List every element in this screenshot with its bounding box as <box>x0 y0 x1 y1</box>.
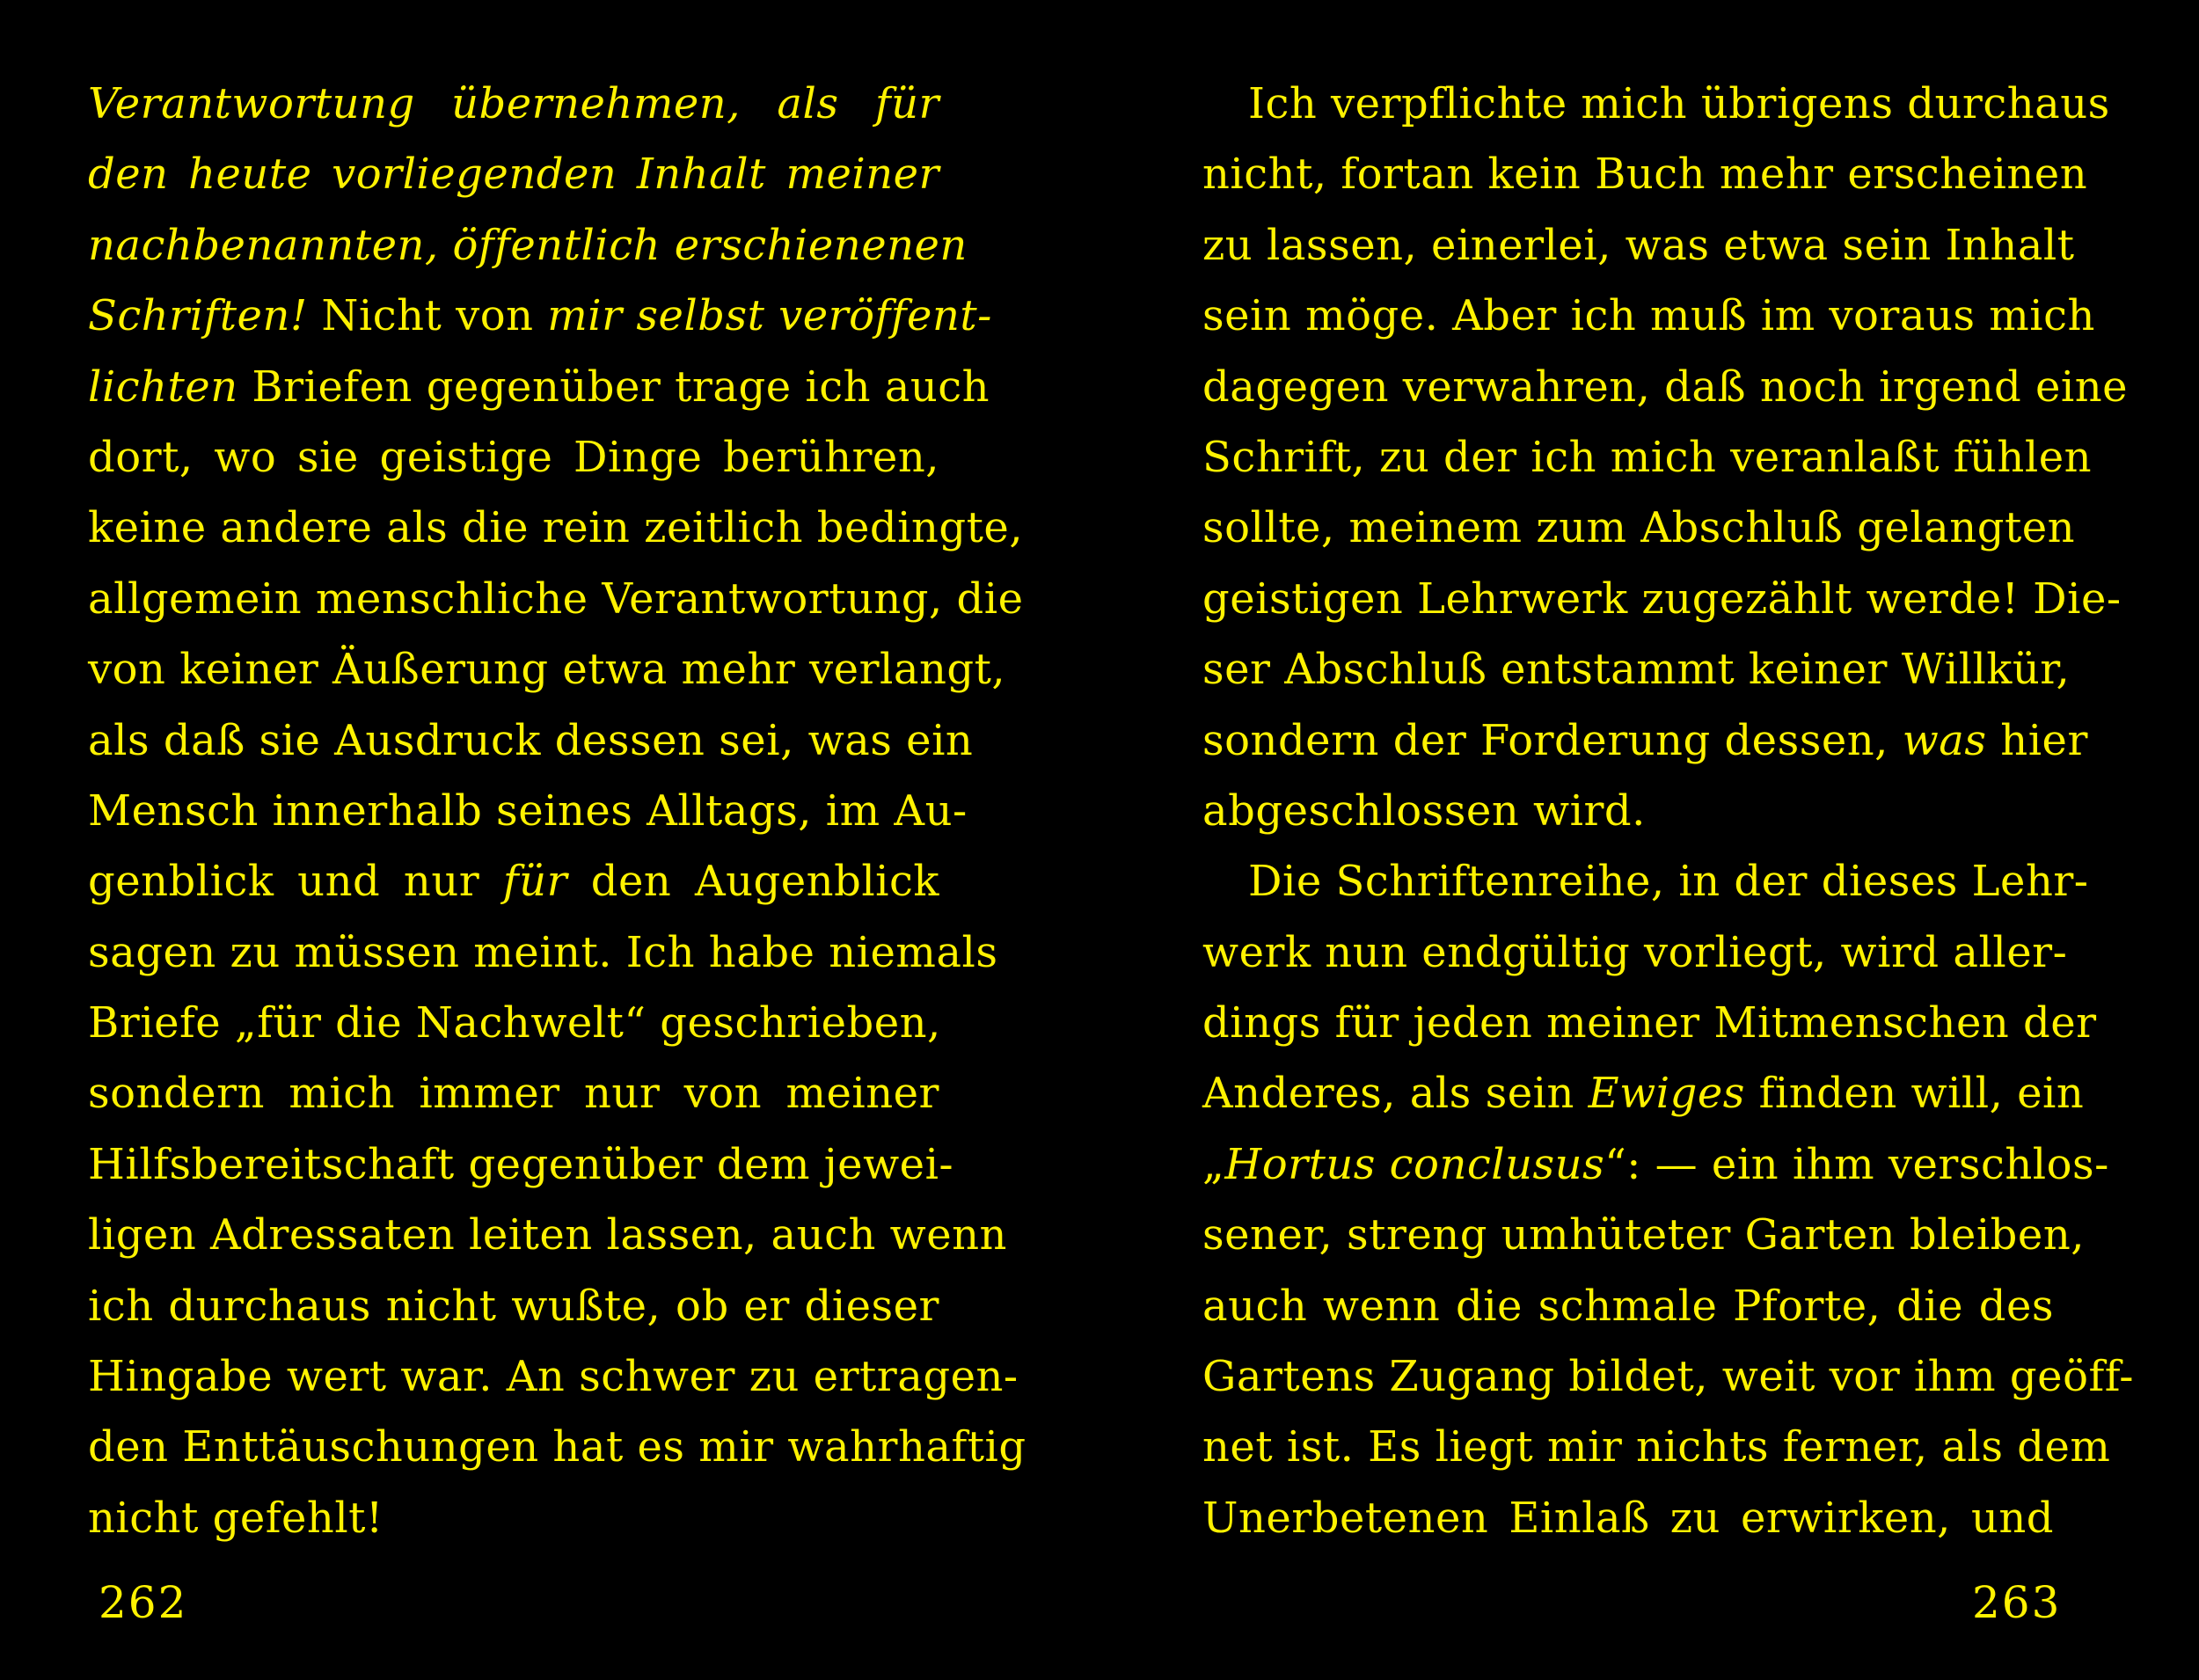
text-line <box>88 493 1024 563</box>
text-line <box>88 69 939 139</box>
text-line <box>88 1412 1026 1482</box>
text-line <box>88 1271 939 1341</box>
italic-text: den heute vorliegenden Inhalt meiner <box>88 150 939 200</box>
text-line <box>88 139 939 209</box>
body-text: Briefen gegenüber trage ich auch <box>237 362 990 412</box>
text-line <box>1202 1412 2111 1482</box>
body-text: sondern mich immer nur von meiner <box>88 1069 939 1119</box>
body-text: net ist. Es liegt mir nichts ferner, als dem <box>1202 1422 2111 1472</box>
text-line <box>1202 634 2071 705</box>
italic-text: mir selbst veröffent- <box>547 291 992 341</box>
body-text: ser Abschluß entstammt keiner Willkür, <box>1202 645 2071 695</box>
body-text: sondern der Forderung dessen, <box>1202 715 1903 765</box>
text-line <box>1202 1271 2054 1341</box>
body-text: Briefe „für die Nachwelt“ geschrieben, <box>88 998 941 1048</box>
body-text: werk nun endgültig vorliegt, wird aller- <box>1202 927 2068 977</box>
body-text: zu lassen, einerlei, was etwa sein Inhalt <box>1202 220 2075 270</box>
text-line <box>1202 139 2088 209</box>
body-text: Die Schriftenreihe, in der dieses Lehr- <box>1248 857 2089 907</box>
text-line <box>1202 564 2122 634</box>
body-text: Mensch innerhalb seines Alltags, im Au- <box>88 785 968 836</box>
text-line <box>88 1200 1007 1270</box>
text-line <box>1202 1200 2085 1270</box>
text-line <box>1202 210 2075 281</box>
body-text: geistigen Lehrwerk zugezählt werde! Die- <box>1202 573 2122 624</box>
left-page-text <box>88 69 1026 1553</box>
italic-text: nachbenannten, öffentlich erschienenen <box>88 220 968 270</box>
text-line <box>88 352 990 422</box>
body-text: sollte, meinem zum Abschluß gelangten <box>1202 503 2076 553</box>
text-line <box>88 776 968 846</box>
body-text: Hingabe wert war. An schwer zu ertragen- <box>88 1352 1019 1402</box>
body-text: dings für jeden meiner Mitmenschen der <box>1202 998 2097 1048</box>
body-text: Nicht von <box>307 291 548 341</box>
page-number-right: 263 <box>1972 1577 2062 1628</box>
body-text: Unerbetenen Einlaß zu erwirken, und <box>1202 1493 2054 1543</box>
text-line <box>88 917 998 988</box>
text-line <box>1202 1058 2085 1129</box>
italic-text: Schriften! <box>88 291 308 341</box>
text-line <box>88 1129 954 1200</box>
body-text: Anderes, als sein <box>1202 1069 1589 1119</box>
text-line <box>88 846 939 917</box>
body-text: sagen zu müssen meint. Ich habe niemals <box>88 927 998 977</box>
text-line <box>88 705 974 776</box>
text-line <box>1202 988 2097 1058</box>
text-line <box>1202 846 2089 917</box>
text-line <box>1202 281 2095 351</box>
body-text: Hilfsbereitschaft gegenüber dem jewei- <box>88 1139 954 1189</box>
body-text: allgemein menschliche Verantwortung, die <box>88 573 1024 624</box>
text-line <box>88 564 1024 634</box>
text-line <box>1202 493 2076 563</box>
body-text: abgeschlossen wird. <box>1202 785 1646 836</box>
body-text: dagegen verwahren, daß noch irgend eine <box>1202 362 2129 412</box>
body-text: nicht gefehlt! <box>88 1493 384 1543</box>
text-line <box>88 281 992 351</box>
text-line <box>88 1341 1019 1412</box>
body-text: genblick und nur <box>88 857 503 907</box>
body-text: von keiner Äußerung etwa mehr verlangt, <box>88 645 1006 695</box>
body-text: sener, streng umhüteter Garten bleiben, <box>1202 1210 2085 1260</box>
text-line <box>1202 917 2068 988</box>
italic-text: Verantwortung übernehmen, als für <box>88 79 939 128</box>
body-text: sein möge. Aber ich muß im voraus mich <box>1202 291 2095 341</box>
body-text: nicht, fortan kein Buch mehr erscheinen <box>1202 150 2088 200</box>
body-text: hier <box>1986 715 2088 765</box>
text-line <box>1202 352 2129 422</box>
text-line <box>88 988 939 1058</box>
italic-text: Ewiges <box>1588 1069 1745 1119</box>
text-line <box>1202 1129 2109 1200</box>
body-text: den Augenblick <box>567 857 939 907</box>
text-line <box>88 422 939 493</box>
body-text: auch wenn die schmale Pforte, die des <box>1202 1281 2054 1331</box>
body-text: “: — ein ihm verschlos- <box>1604 1139 2109 1189</box>
body-text: ich durchaus nicht wußte, ob er dieser <box>88 1281 939 1331</box>
italic-text: lichten <box>88 362 238 412</box>
body-text: „ <box>1202 1139 1225 1189</box>
text-line <box>1202 69 2110 139</box>
body-text: Ich verpflichte mich übrigens durchaus <box>1248 79 2110 128</box>
text-line <box>88 1058 939 1129</box>
body-text: als daß sie Ausdruck dessen sei, was ein <box>88 715 974 765</box>
text-line <box>88 210 968 281</box>
body-text: den Enttäuschungen hat es mir wahrhaftig <box>88 1422 1026 1472</box>
right-page-text <box>1202 69 2134 1553</box>
italic-text: was <box>1902 715 1987 765</box>
text-line <box>88 1483 939 1553</box>
body-text: Gartens Zugang bildet, weit vor ihm geöff- <box>1202 1352 2134 1402</box>
body-text: keine andere als die rein zeitlich bedingte, <box>88 503 1024 553</box>
text-line <box>1202 776 2054 846</box>
text-line <box>1202 1483 2054 1553</box>
text-line <box>1202 705 2088 776</box>
body-text: Schrift, zu der ich mich veranlaßt fühlen <box>1202 432 2093 482</box>
text-line <box>1202 422 2093 493</box>
text-line <box>88 634 1006 705</box>
body-text: dort, wo sie geistige Dinge berühren, <box>88 432 939 482</box>
page-number-left: 262 <box>99 1577 188 1628</box>
body-text: ligen Adressaten leiten lassen, auch wenn <box>88 1210 1007 1260</box>
text-line <box>1202 1341 2134 1412</box>
italic-text: Hortus conclusus <box>1224 1139 1605 1189</box>
italic-text: für <box>502 857 568 907</box>
body-text: finden will, ein <box>1744 1069 2085 1119</box>
